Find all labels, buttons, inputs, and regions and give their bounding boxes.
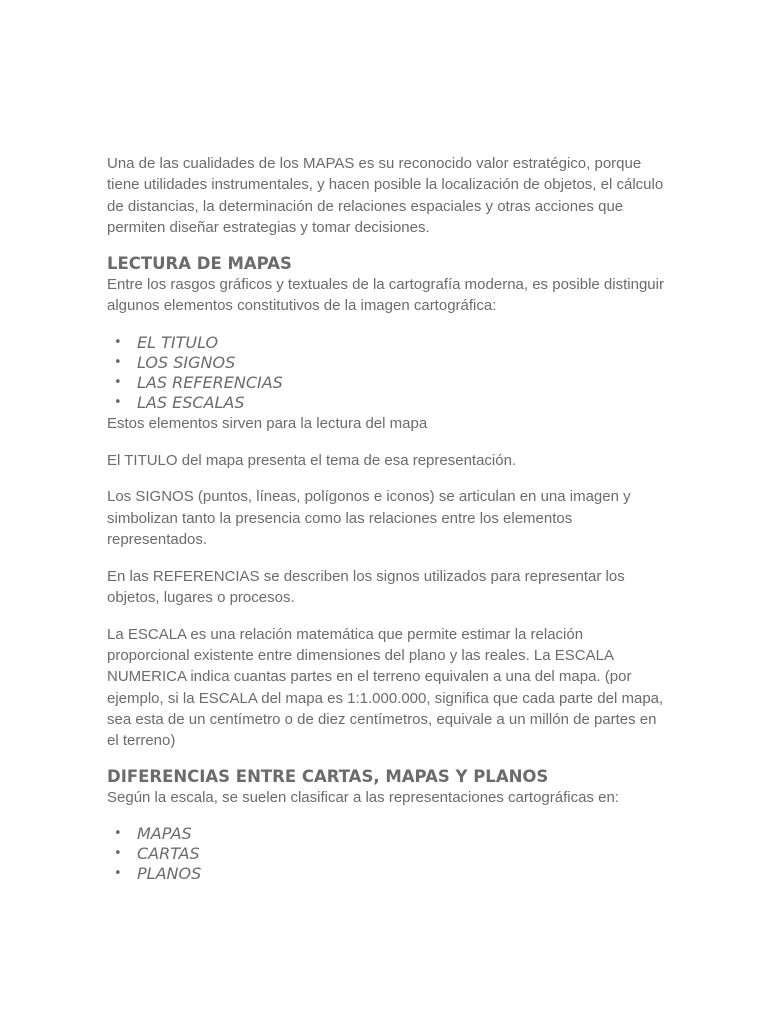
bullet-icon: • [114, 354, 122, 370]
bullet-icon: • [114, 865, 122, 881]
bullet-icon: • [114, 394, 122, 410]
bullet-icon: • [114, 825, 122, 841]
signos-paragraph: Los SIGNOS (puntos, líneas, polígonos e iconos) se articulan en una imagen y simbolizan tanto la presencia como las relaciones entre los elementos representados. [107, 488, 631, 548]
list-item: • LAS REFERENCIAS [114, 372, 283, 392]
bullet-icon: • [114, 374, 122, 390]
lectura-lead-paragraph: Entre los rasgos gráficos y textuales de la cartografía moderna, es posible distinguir algunos elementos constitutivos de la imagen cartográfica: [107, 276, 664, 315]
list-item: • EL TITULO [114, 332, 219, 352]
list-item: • CARTAS [114, 843, 200, 863]
escala-paragraph: La ESCALA es una relación matemática que permite estimar la relación proporcional existente entre dimensiones del plano y las reales. La ESCALA NUMERICA indica cuantas partes en el terreno equivalen a una del mapa. (por ejemplo, si la ESCALA del mapa es 1:1.000.000, significa que cada parte del mapa, sea esta de un centímetro o de diez centímetros, equivale a un millón de partes en el terreno) [107, 625, 664, 750]
heading-diferencias: DIFERENCIAS ENTRE CARTAS, MAPAS Y PLANOS [107, 766, 549, 786]
bullet-icon: • [114, 334, 122, 350]
list-item: • LAS ESCALAS [114, 392, 245, 412]
elements-list [107, 333, 667, 413]
intro-paragraph: Una de las cualidades de los MAPAS es su reconocido valor estratégico, porque tiene utilidades instrumentales, y hacen posible la localización de objetos, el cálculo de distancias, la determinación de relaciones espaciales y otras acciones que permiten diseñar estrategias y tomar decisiones. [107, 155, 664, 236]
list-item: • MAPAS [114, 823, 192, 843]
list-item: • LOS SIGNOS [114, 352, 236, 372]
after-list-paragraph: Estos elementos sirven para la lectura del mapa [107, 414, 428, 432]
diferencias-lead-paragraph: Según la escala, se suelen clasificar a las representaciones cartográficas en: [107, 788, 619, 806]
document-page [107, 153, 667, 884]
heading-lectura-de-mapas: LECTURA DE MAPAS [107, 254, 292, 274]
titulo-paragraph: El TITULO del mapa presenta el tema de esa representación. [107, 451, 517, 469]
referencias-paragraph: En las REFERENCIAS se describen los signos utilizados para representar los objetos, lugares o procesos. [107, 567, 625, 607]
types-list [107, 824, 667, 884]
list-item: • PLANOS [114, 863, 202, 883]
bullet-icon: • [114, 845, 122, 861]
